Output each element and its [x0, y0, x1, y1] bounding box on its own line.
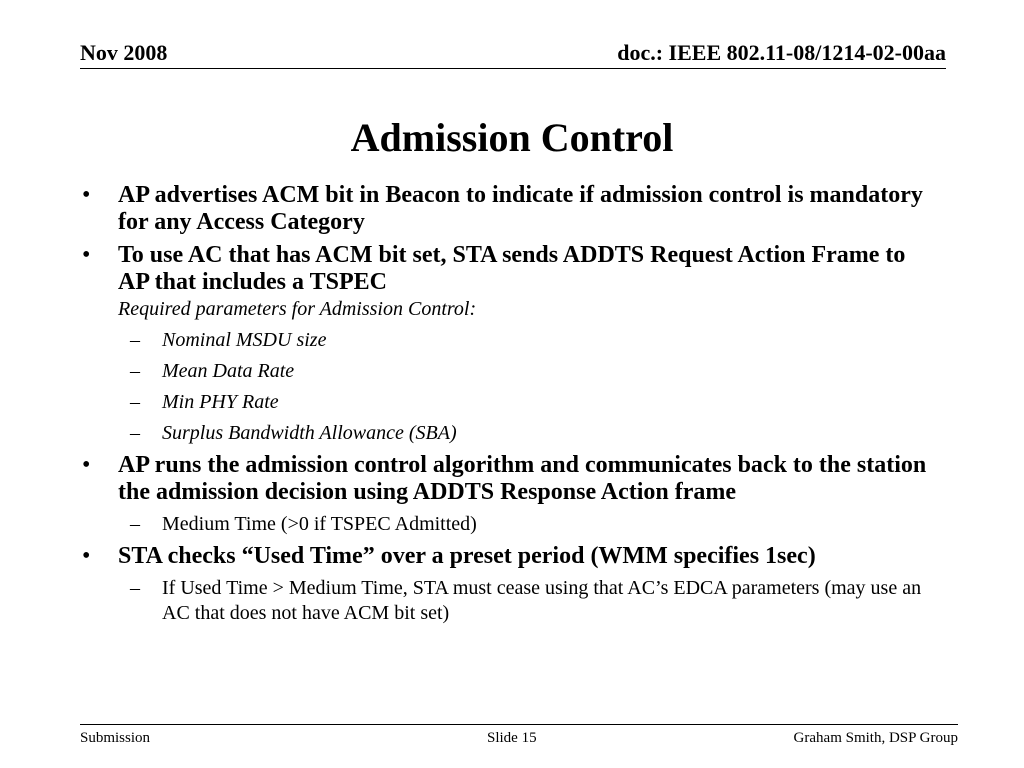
slide-body — [80, 182, 940, 632]
slide-title: Admission Control — [350, 115, 674, 160]
sub-item-text: If Used Time > Medium Time, STA must cease using that AC’s EDCA parameters (may use an AC that does not have ACM bit set) — [162, 577, 922, 624]
bullet-text: STA checks “Used Time” over a preset period (WMM specifies 1sec) — [118, 543, 816, 569]
sub-item — [80, 576, 940, 626]
sub-item — [80, 421, 940, 446]
sub-item-text: Medium Time (>0 if TSPEC Admitted) — [162, 513, 477, 535]
bullet-text: AP runs the admission control algorithm and communicates back to the station the admission decision using ADDTS Response Action frame — [118, 452, 927, 505]
footer-submission: Submission — [80, 730, 151, 746]
bullet-text: To use AC that has ACM bit set, STA sends ADDTS Request Action Frame to AP that includes a TSPEC — [118, 242, 906, 295]
bullet-item — [80, 182, 940, 236]
header-doc-id: doc.: IEEE 802.11-08/1214-02-00aa — [617, 40, 946, 65]
sub-item-text: Surplus Bandwidth Allowance (SBA) — [162, 422, 457, 444]
bullet-glyph: • — [82, 543, 91, 569]
dash-glyph: – — [130, 513, 140, 535]
footer-slide-number: Slide 15 — [487, 730, 537, 746]
bullet-item — [80, 452, 940, 506]
dash-glyph: – — [130, 391, 140, 413]
bullet-item — [80, 242, 940, 322]
sub-item-text: Mean Data Rate — [162, 360, 295, 382]
dash-glyph: – — [130, 577, 140, 599]
bullet-item — [80, 543, 940, 570]
sub-item — [80, 512, 940, 537]
dash-glyph: – — [130, 329, 140, 351]
sub-item — [80, 328, 940, 353]
sub-item — [80, 359, 940, 384]
bullet-glyph: • — [82, 452, 91, 478]
footer-divider — [80, 724, 958, 725]
bullet-glyph: • — [82, 242, 91, 268]
bullet-note: Required parameters for Admission Control: — [118, 298, 477, 320]
header-date: Nov 2008 — [80, 40, 168, 65]
sub-item — [80, 390, 940, 415]
sub-item-text: Nominal MSDU size — [162, 329, 327, 351]
bullet-text: AP advertises ACM bit in Beacon to indicate if admission control is mandatory for any Access Category — [118, 182, 923, 235]
header-divider — [80, 68, 946, 69]
sub-item-text: Min PHY Rate — [162, 391, 279, 413]
bullet-glyph: • — [82, 182, 91, 208]
dash-glyph: – — [130, 360, 140, 382]
dash-glyph: – — [130, 422, 140, 444]
footer-author: Graham Smith, DSP Group — [793, 730, 958, 746]
